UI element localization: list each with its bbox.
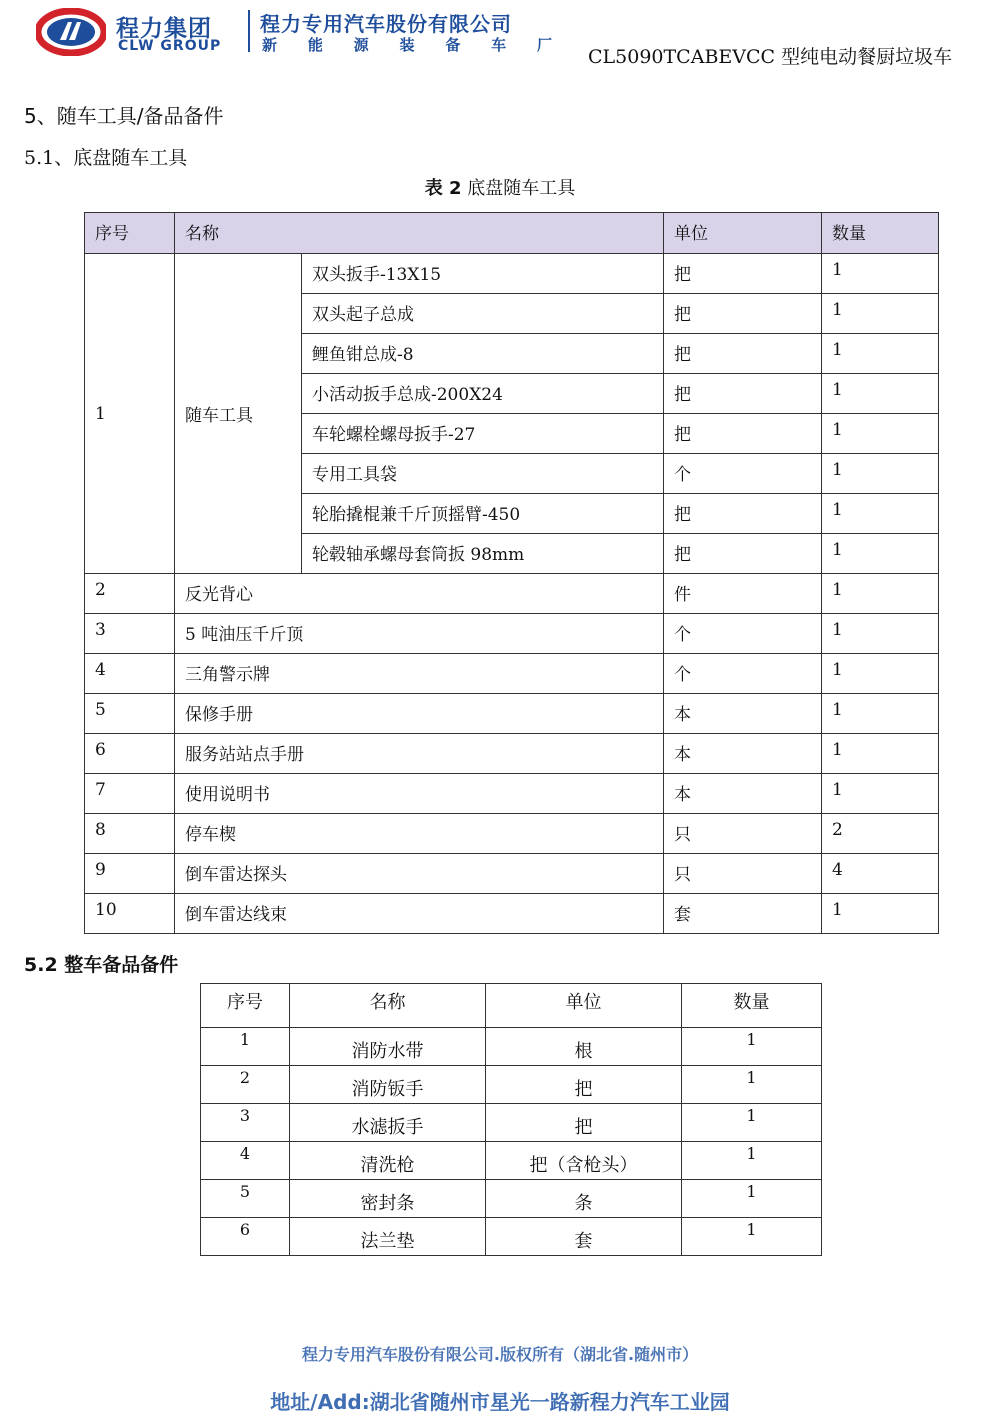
table-row xyxy=(85,694,939,734)
row-unit: 个 xyxy=(664,654,822,694)
row-no: 6 xyxy=(201,1218,290,1256)
row-no: 2 xyxy=(201,1066,290,1104)
header-divider xyxy=(248,10,250,52)
table-row xyxy=(201,1180,822,1218)
row-qty: 2 xyxy=(822,814,939,854)
row-name: 5 吨油压千斤顶 xyxy=(175,614,664,654)
row-unit: 只 xyxy=(664,814,822,854)
item-qty: 1 xyxy=(822,454,939,494)
item-unit: 把 xyxy=(664,534,822,574)
row-qty: 1 xyxy=(682,1218,822,1256)
row-name: 水滤扳手 xyxy=(290,1104,486,1142)
item-qty: 1 xyxy=(822,294,939,334)
row-name: 消防钣手 xyxy=(290,1066,486,1104)
row-qty: 1 xyxy=(682,1028,822,1066)
row-no: 1 xyxy=(201,1028,290,1066)
table-row xyxy=(85,894,939,934)
item-qty: 1 xyxy=(822,334,939,374)
table-row xyxy=(85,774,939,814)
row-qty: 1 xyxy=(822,894,939,934)
row-qty: 4 xyxy=(822,854,939,894)
table-row xyxy=(85,254,939,294)
table-row xyxy=(201,1066,822,1104)
row-qty: 1 xyxy=(822,694,939,734)
item-unit: 个 xyxy=(664,454,822,494)
header-qty: 数量 xyxy=(682,984,822,1028)
chassis-tools-table xyxy=(84,212,939,934)
row-unit: 只 xyxy=(664,854,822,894)
row-no: 3 xyxy=(85,614,175,654)
item-unit: 把 xyxy=(664,334,822,374)
table-header-row xyxy=(85,213,939,254)
row-name: 法兰垫 xyxy=(290,1218,486,1256)
header-unit: 单位 xyxy=(486,984,682,1028)
header-unit: 单位 xyxy=(664,213,822,254)
row-name: 倒车雷达线束 xyxy=(175,894,664,934)
header-qty: 数量 xyxy=(822,213,939,254)
row-unit: 套 xyxy=(664,894,822,934)
row-qty: 1 xyxy=(822,574,939,614)
row-qty: 1 xyxy=(822,614,939,654)
subtitle-char: 装 xyxy=(399,36,415,54)
subtitle-char: 源 xyxy=(353,36,369,54)
row-unit: 套 xyxy=(486,1218,682,1256)
subtitle-char: 厂 xyxy=(536,36,552,54)
row-qty: 1 xyxy=(682,1142,822,1180)
item-qty: 1 xyxy=(822,494,939,534)
row-no: 6 xyxy=(85,734,175,774)
row-name: 清洗枪 xyxy=(290,1142,486,1180)
row-no: 10 xyxy=(85,894,175,934)
table-header-row xyxy=(201,984,822,1028)
footer-copyright: 程力专用汽车股份有限公司.版权所有（湖北省.随州市） xyxy=(301,1345,699,1364)
section-5-2-heading: 5.2 整车备品备件 xyxy=(24,954,179,976)
table-row xyxy=(85,854,939,894)
table-row xyxy=(85,614,939,654)
row-unit: 根 xyxy=(486,1028,682,1066)
document-title: CL5090TCABEVCC 型纯电动餐厨垃圾车 xyxy=(588,46,953,68)
vehicle-spares-table xyxy=(200,983,822,1256)
row-unit: 本 xyxy=(664,734,822,774)
row-no: 7 xyxy=(85,774,175,814)
row-name: 倒车雷达探头 xyxy=(175,854,664,894)
row-no: 3 xyxy=(201,1104,290,1142)
table-2-caption-label: 表 2 xyxy=(424,178,462,199)
row-no: 8 xyxy=(85,814,175,854)
row-name: 使用说明书 xyxy=(175,774,664,814)
row-unit: 本 xyxy=(664,774,822,814)
item-name: 双头扳手-13X15 xyxy=(302,254,664,294)
row-name: 密封条 xyxy=(290,1180,486,1218)
item-qty: 1 xyxy=(822,534,939,574)
table-row xyxy=(85,814,939,854)
row-qty: 1 xyxy=(822,774,939,814)
row-name: 保修手册 xyxy=(175,694,664,734)
row-unit: 本 xyxy=(664,694,822,734)
table-row xyxy=(85,734,939,774)
item-name: 车轮螺栓螺母扳手-27 xyxy=(302,414,664,454)
row-unit: 条 xyxy=(486,1180,682,1218)
item-qty: 1 xyxy=(822,254,939,294)
item-name: 轮胎撬棍兼千斤顶摇臂-450 xyxy=(302,494,664,534)
item-unit: 把 xyxy=(664,374,822,414)
row-no: 4 xyxy=(85,654,175,694)
row-no: 4 xyxy=(201,1142,290,1180)
table-row xyxy=(201,1104,822,1142)
row-name: 停车楔 xyxy=(175,814,664,854)
subtitle-char: 备 xyxy=(445,36,461,54)
table-2-caption xyxy=(0,174,1000,200)
table-row xyxy=(201,1142,822,1180)
item-unit: 把 xyxy=(664,254,822,294)
table-2-caption-text: 底盘随车工具 xyxy=(467,178,576,199)
row-name: 反光背心 xyxy=(175,574,664,614)
row-no: 5 xyxy=(201,1180,290,1218)
item-qty: 1 xyxy=(822,374,939,414)
row-name: 三角警示牌 xyxy=(175,654,664,694)
row-qty: 1 xyxy=(822,734,939,774)
section-5-1-heading: 5.1、底盘随车工具 xyxy=(24,147,188,169)
table-row xyxy=(201,1218,822,1256)
section-5-heading: 5、随车工具/备品备件 xyxy=(24,104,224,128)
company-name: 程力专用汽车股份有限公司 xyxy=(260,12,512,36)
header-name: 名称 xyxy=(290,984,486,1028)
row-unit: 个 xyxy=(664,614,822,654)
row-no: 2 xyxy=(85,574,175,614)
row-qty: 1 xyxy=(682,1180,822,1218)
item-unit: 把 xyxy=(664,414,822,454)
row-qty: 1 xyxy=(822,654,939,694)
row-name: 服务站站点手册 xyxy=(175,734,664,774)
subtitle-char: 新 xyxy=(262,36,278,54)
row-unit: 把（含枪头） xyxy=(486,1142,682,1180)
brand-name-en: CLW GROUP xyxy=(118,38,222,54)
row-qty: 1 xyxy=(682,1066,822,1104)
group-name: 随车工具 xyxy=(175,254,302,574)
item-qty: 1 xyxy=(822,414,939,454)
group-no: 1 xyxy=(85,254,175,574)
company-subtitle xyxy=(262,34,552,55)
header-no: 序号 xyxy=(85,213,175,254)
item-unit: 把 xyxy=(664,494,822,534)
item-name: 专用工具袋 xyxy=(302,454,664,494)
row-unit: 把 xyxy=(486,1066,682,1104)
row-no: 5 xyxy=(85,694,175,734)
item-name: 鲤鱼钳总成-8 xyxy=(302,334,664,374)
table-row xyxy=(85,654,939,694)
subtitle-char: 车 xyxy=(491,36,507,54)
subtitle-char: 能 xyxy=(307,36,323,54)
item-name: 双头起子总成 xyxy=(302,294,664,334)
header-name: 名称 xyxy=(175,213,664,254)
brand-name-cn: 程力集团 xyxy=(116,16,212,42)
row-unit: 件 xyxy=(664,574,822,614)
header-no: 序号 xyxy=(201,984,290,1028)
table-row xyxy=(201,1028,822,1066)
item-name: 轮毂轴承螺母套筒扳 98mm xyxy=(302,534,664,574)
table-row xyxy=(85,574,939,614)
clw-logo-icon xyxy=(36,8,106,56)
row-qty: 1 xyxy=(682,1104,822,1142)
item-unit: 把 xyxy=(664,294,822,334)
row-no: 9 xyxy=(85,854,175,894)
row-unit: 把 xyxy=(486,1104,682,1142)
row-name: 消防水带 xyxy=(290,1028,486,1066)
footer-address: 地址/Add:湖北省随州市星光一路新程力汽车工业园 xyxy=(270,1390,730,1414)
item-name: 小活动扳手总成-200X24 xyxy=(302,374,664,414)
